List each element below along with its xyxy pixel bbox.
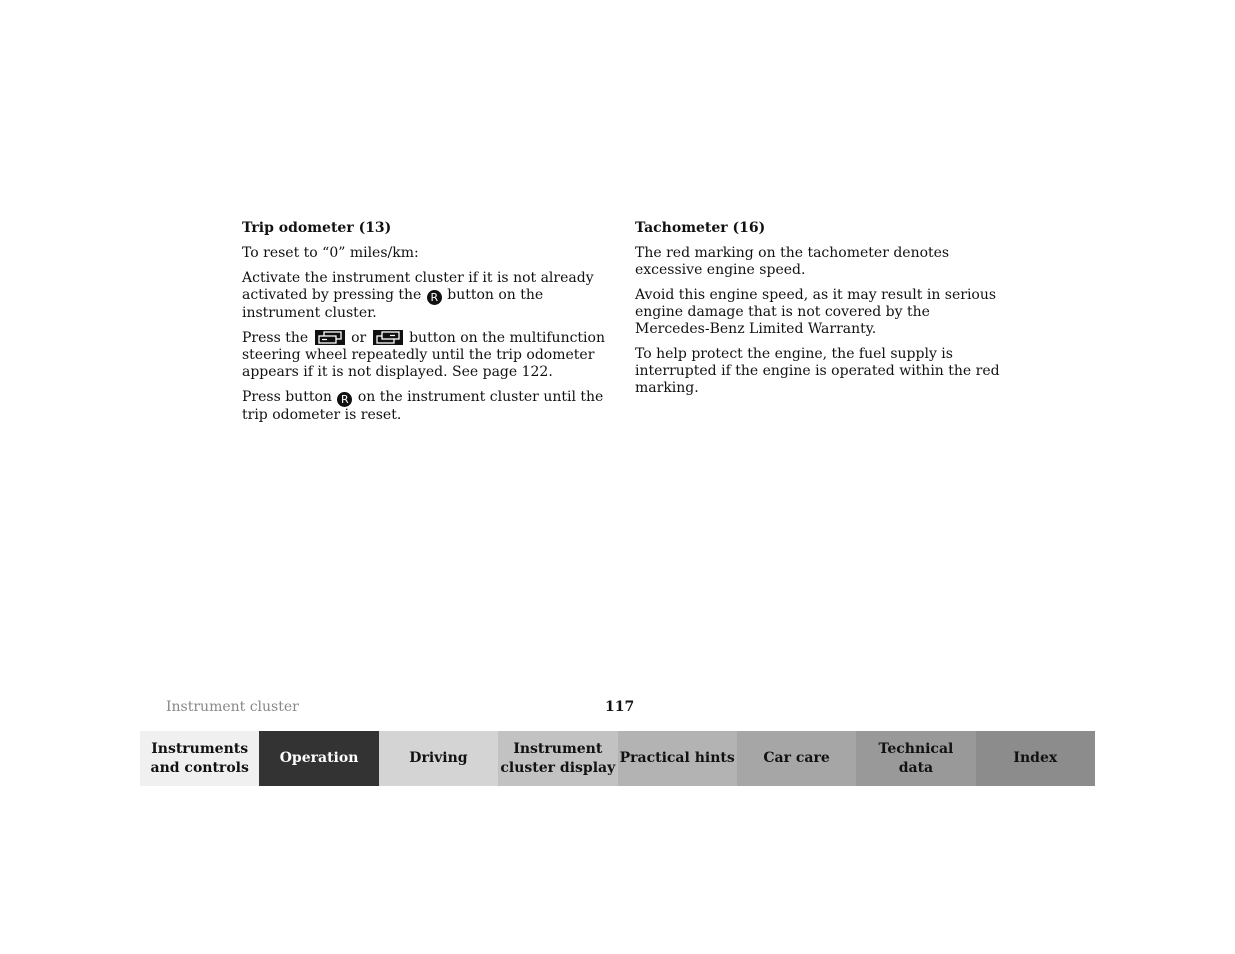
section-label: Instrument cluster bbox=[166, 699, 299, 715]
press-button-text-b: on the instrument cluster until the trip odometer is reset. bbox=[242, 389, 604, 423]
tab-car-care[interactable]: Car care bbox=[737, 731, 856, 786]
reset-button-icon: R bbox=[427, 290, 442, 305]
right-column bbox=[635, 220, 1000, 405]
chapter-navigation bbox=[140, 731, 1095, 786]
activate-text-b: button on the instrument cluster. bbox=[242, 287, 544, 321]
activate-instruction bbox=[242, 270, 607, 322]
multifunction-button-up-icon bbox=[315, 330, 345, 345]
tachometer-heading: Tachometer (16) bbox=[635, 220, 766, 236]
tab-practical-hints[interactable]: Practical hints bbox=[618, 731, 737, 786]
trip-odometer-heading: Trip odometer (13) bbox=[242, 220, 392, 236]
tachometer-paragraph-1: The red marking on the tachometer denotes excessive engine speed. bbox=[635, 245, 950, 278]
reset-button-icon: R bbox=[337, 392, 352, 407]
tab-operation[interactable]: Operation bbox=[259, 731, 378, 786]
tab-instrument-cluster-display[interactable]: Instrument cluster display bbox=[498, 731, 617, 786]
press-button-instruction bbox=[242, 389, 607, 424]
reset-instruction: To reset to “0” miles/km: bbox=[242, 245, 419, 261]
multifunction-button-down-icon bbox=[373, 330, 403, 345]
tab-driving[interactable]: Driving bbox=[379, 731, 498, 786]
press-button-text-a: Press button bbox=[242, 389, 332, 405]
tachometer-paragraph-3: To help protect the engine, the fuel supply is interrupted if the engine is operated within the red marking. bbox=[635, 346, 1000, 396]
press-text-or: or bbox=[351, 330, 367, 346]
tab-technical-data[interactable]: Technical data bbox=[856, 731, 975, 786]
left-column bbox=[242, 220, 607, 432]
tachometer-paragraph-2: Avoid this engine speed, as it may result in serious engine damage that is not covered by the Mercedes-Benz Limited Warranty. bbox=[635, 287, 997, 337]
press-instruction bbox=[242, 330, 607, 381]
tab-instruments-and-controls[interactable]: Instruments and controls bbox=[140, 731, 259, 786]
activate-text-a: Activate the instrument cluster if it is not already activated by pressing the bbox=[242, 270, 594, 303]
tab-index[interactable]: Index bbox=[976, 731, 1095, 786]
press-text-a: Press the bbox=[242, 330, 309, 346]
press-text-b: button on the multifunction steering wheel repeatedly until the trip odometer appears if it is not displayed. See page 122. bbox=[242, 330, 605, 380]
page-number: 117 bbox=[605, 699, 635, 715]
